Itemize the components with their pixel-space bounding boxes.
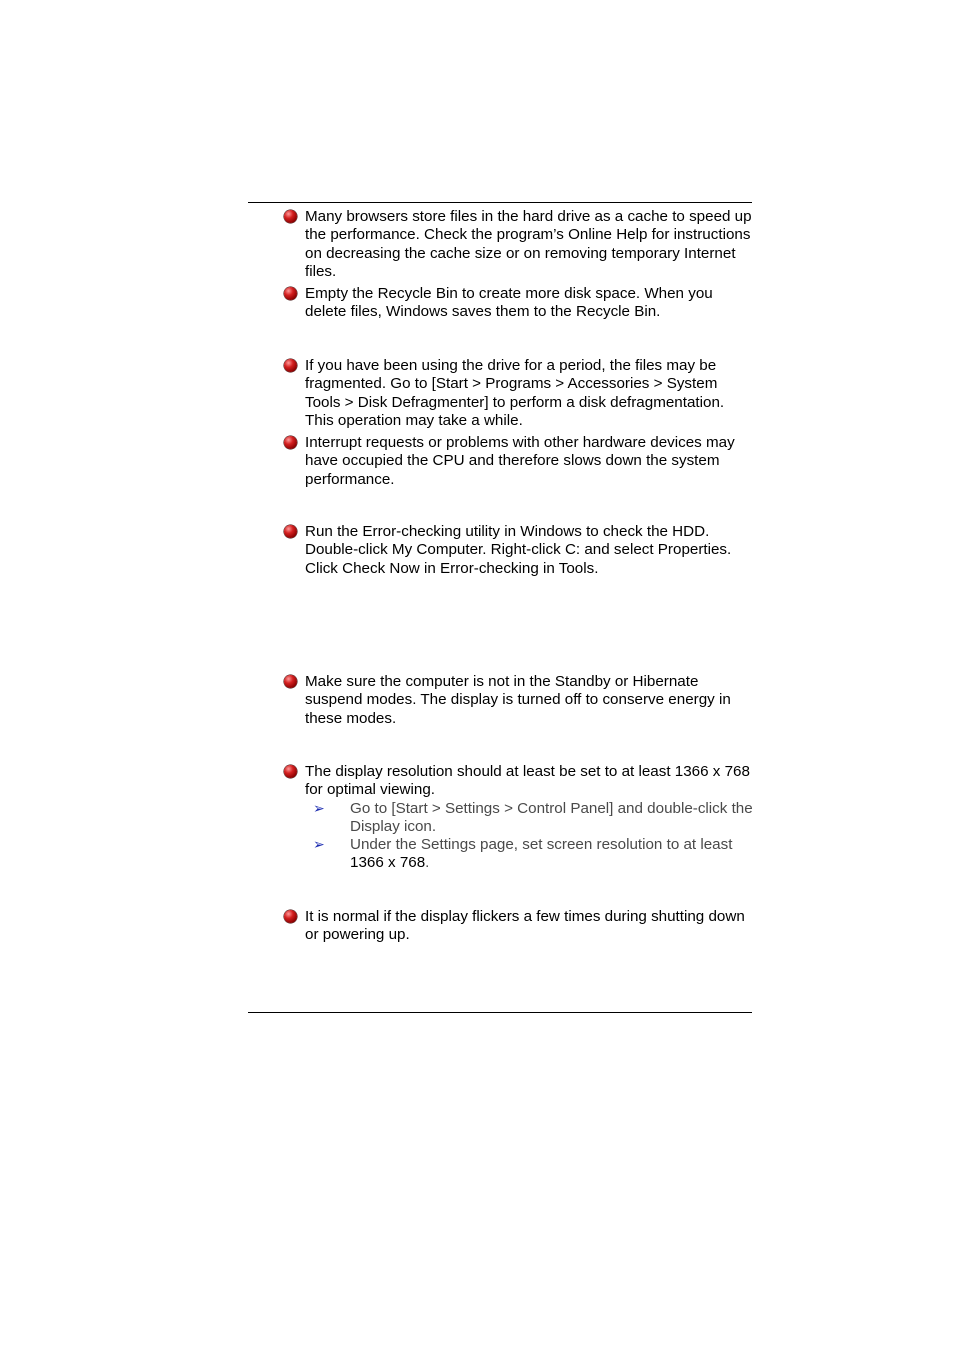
red-ball-bullet-icon — [284, 910, 297, 923]
list-item-text: Run the Error-checking utility in Windows to check the HDD. Double-click My Computer. Right-click C: and select Properties. Click Check Now in Error-checking in Tools. — [305, 523, 732, 577]
bottom-rule — [248, 1012, 752, 1013]
list-item — [305, 285, 755, 322]
list-item-text: Many browsers store files in the hard drive as a cache to speed up the performance. Check the program’s Online Help for instructions on decreasing the cache size or on removing temporary Internet files. — [305, 208, 752, 281]
red-ball-bullet-icon — [284, 525, 297, 538]
red-ball-bullet-icon — [284, 210, 297, 223]
list-item — [305, 673, 755, 728]
resolution-value: 1366 x 768 — [350, 854, 426, 872]
list-item — [305, 434, 755, 489]
list-item-text: The display resolution should at least be set to at least 1366 x 768 for optimal viewing. — [305, 763, 750, 799]
list-item-text: It is normal if the display flickers a few times during shutting down or powering up. — [305, 908, 745, 944]
top-rule — [248, 202, 752, 203]
red-ball-bullet-icon — [284, 765, 297, 778]
sub-list-item — [313, 800, 755, 837]
list-item — [305, 763, 755, 800]
list-item — [305, 523, 755, 578]
list-item-text: Interrupt requests or problems with other hardware devices may have occupied the CPU and therefore slows down the system performance. — [305, 434, 735, 488]
list-item-text: Empty the Recycle Bin to create more disk space. When you delete files, Windows saves them to the Recycle Bin. — [305, 285, 713, 321]
list-item-text: If you have been using the drive for a period, the files may be fragmented. Go to [Start > Programs > Accessories > System Tools > Disk Defragmenter] to perform a disk defragmentation. This operation may take a while. — [305, 357, 725, 430]
red-ball-bullet-icon — [284, 675, 297, 688]
red-ball-bullet-icon — [284, 359, 297, 372]
arrow-bullet-icon: ➢ — [313, 801, 325, 817]
sub-list-item-text: Go to [Start > Settings > Control Panel] and double-click the Display icon. — [350, 800, 753, 836]
sub-list-item-suffix: . — [425, 854, 430, 872]
sub-list-item-text: Under the Settings page, set screen resolution to at least — [350, 836, 733, 853]
list-item — [305, 908, 755, 945]
red-ball-bullet-icon — [284, 287, 297, 300]
sub-list-item — [313, 836, 755, 873]
list-item — [305, 208, 755, 282]
list-item-text: Make sure the computer is not in the Standby or Hibernate suspend modes. The display is turned off to conserve energy in these modes. — [305, 673, 731, 727]
list-item — [305, 357, 755, 431]
arrow-bullet-icon: ➢ — [313, 837, 325, 853]
red-ball-bullet-icon — [284, 436, 297, 449]
